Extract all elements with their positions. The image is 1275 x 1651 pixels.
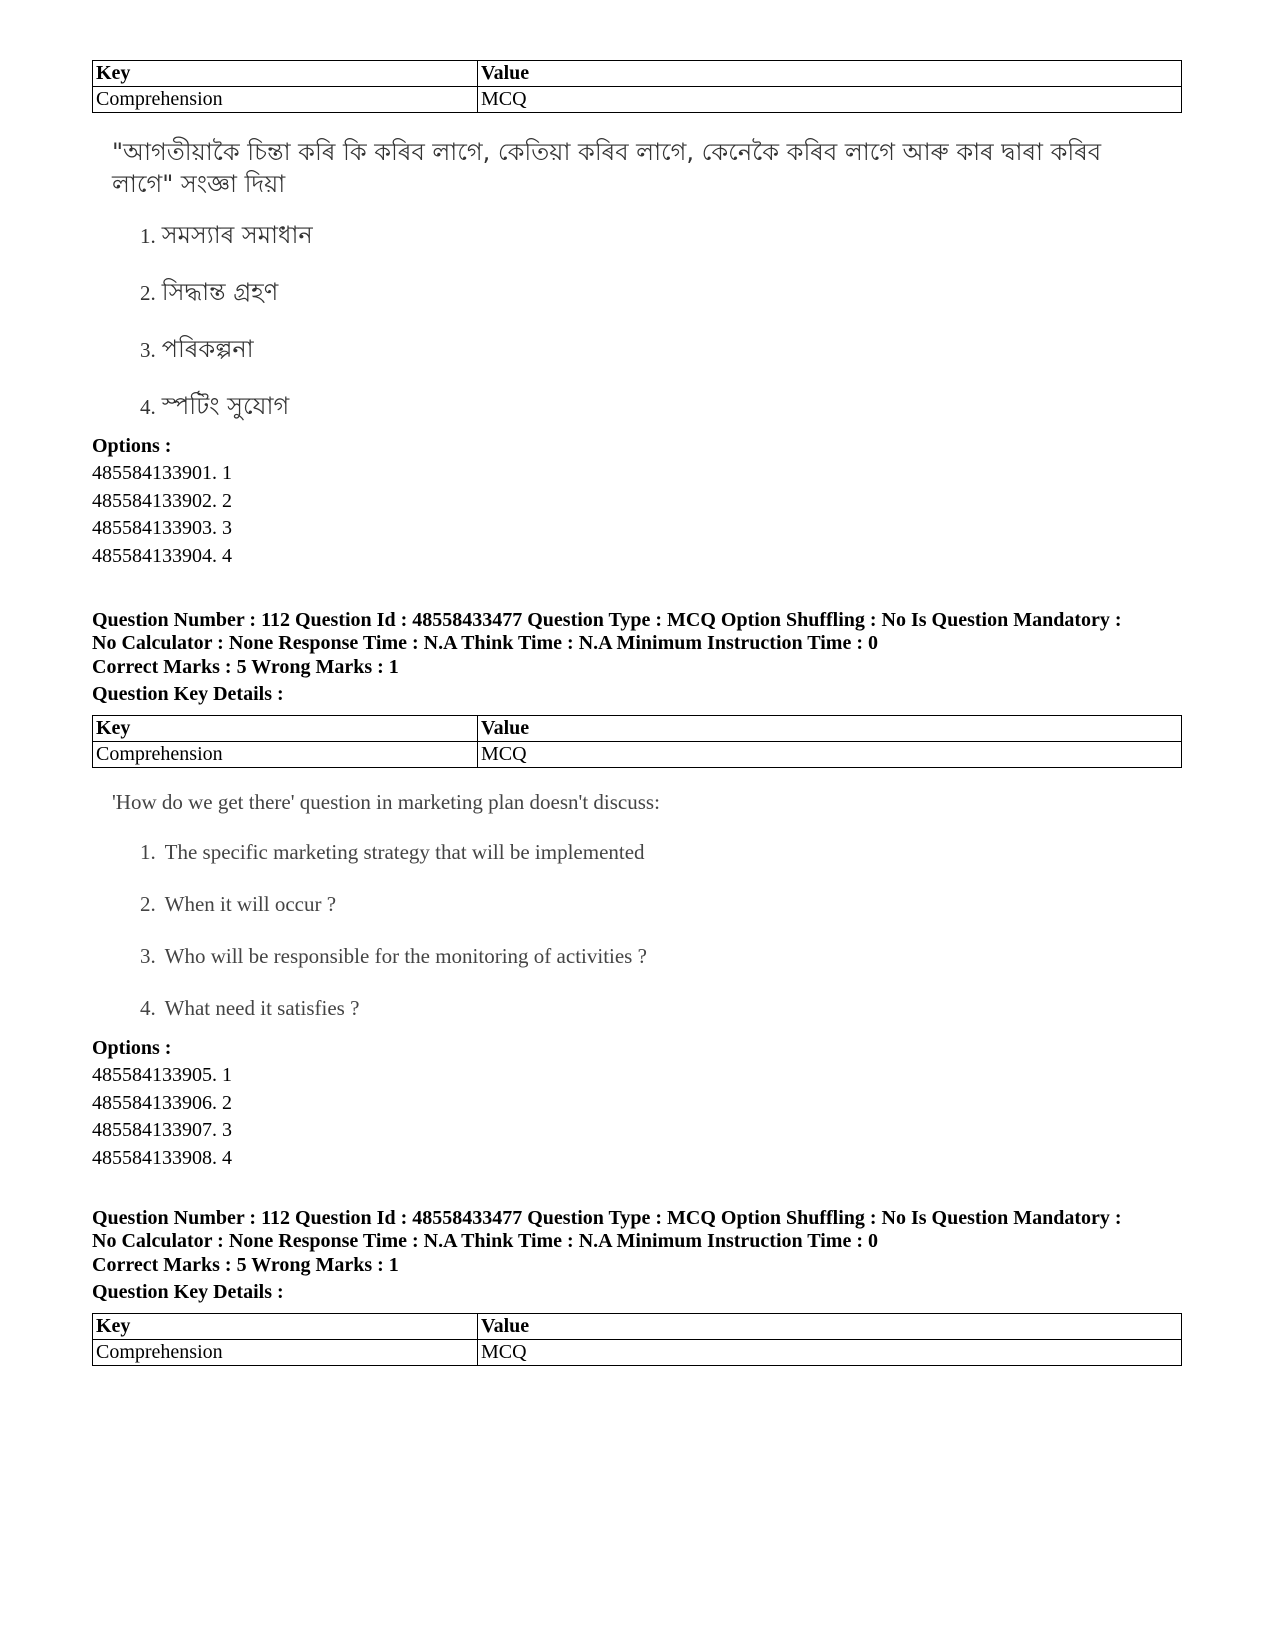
question-choice-list	[112, 220, 1172, 448]
choice-text: What need it satisfies ?	[164, 996, 360, 1020]
table-cell-value: MCQ	[478, 87, 1182, 113]
choice-number: 2.	[140, 281, 156, 305]
table-row	[93, 1340, 1182, 1366]
question-choice	[112, 943, 1172, 995]
options-label: Options :	[92, 1037, 172, 1059]
table-header-key: Key	[93, 716, 478, 742]
question-image	[112, 787, 1172, 1047]
options-label: Options :	[92, 435, 172, 457]
meta-line-1: Question Number : 112 Question Id : 48558433477 Question Type : MCQ Option Shuffling : No Is Question Mandatory :	[92, 609, 1122, 631]
table-cell-value: MCQ	[478, 1340, 1182, 1366]
key-value-table	[92, 60, 1182, 113]
table-header-row	[93, 716, 1182, 742]
question-text: "আগতীয়াকৈ চিন্তা কৰি কি কৰিব লাগে, কেতিয়া কৰিব লাগে, কেনেকৈ কৰিব লাগে আৰু কাৰ দ্বাৰা কৰিব লাগে" সংজ্ঞা দিয়া	[112, 138, 1102, 198]
marks-line: Correct Marks : 5 Wrong Marks : 1	[92, 1254, 399, 1276]
table-cell-key: Comprehension	[93, 87, 478, 113]
meta-line-2: No Calculator : None Response Time : N.A Think Time : N.A Minimum Instruction Time : 0	[92, 1229, 878, 1252]
choice-number: 1.	[140, 840, 156, 864]
choice-text: The specific marketing strategy that will be implemented	[164, 840, 645, 864]
option-item: 485584133905. 1	[92, 1064, 232, 1086]
question-choice	[112, 334, 1172, 391]
option-item: 485584133903. 3	[92, 517, 232, 539]
key-value-table	[92, 1313, 1182, 1366]
choice-number: 1.	[140, 224, 156, 248]
key-value-table	[92, 715, 1182, 768]
option-item: 485584133904. 4	[92, 544, 232, 567]
choice-text: Who will be responsible for the monitoring of activities ?	[164, 944, 647, 968]
choice-text: When it will occur ?	[164, 892, 337, 916]
option-item: 485584133902. 2	[92, 489, 232, 512]
question-choice	[112, 391, 1172, 448]
choice-text: সমস্যাৰ সমাধান	[161, 221, 313, 249]
marks-line: Correct Marks : 5 Wrong Marks : 1	[92, 656, 399, 678]
choice-number: 3.	[140, 944, 156, 968]
table-row	[93, 742, 1182, 768]
question-meta	[92, 1207, 1192, 1306]
option-item: 485584133906. 2	[92, 1091, 232, 1114]
choice-text: পৰিকল্পনা	[161, 335, 254, 363]
table-header-row	[93, 61, 1182, 87]
question-meta	[92, 609, 1192, 708]
question-choice	[112, 891, 1172, 943]
options-block	[92, 433, 232, 570]
key-details-label: Question Key Details :	[92, 683, 284, 705]
table-header-key: Key	[93, 61, 478, 87]
question-image	[112, 136, 1172, 448]
question-choice	[112, 995, 1172, 1047]
table-header-key: Key	[93, 1314, 478, 1340]
key-details-label: Question Key Details :	[92, 1281, 284, 1303]
choice-text: স্পটিং সুযোগ	[161, 392, 290, 420]
choice-number: 4.	[140, 996, 156, 1020]
table-cell-value: MCQ	[478, 742, 1182, 768]
choice-number: 3.	[140, 338, 156, 362]
choice-number: 4.	[140, 395, 156, 419]
table-header-value: Value	[478, 716, 1182, 742]
table-header-value: Value	[478, 61, 1182, 87]
question-text: 'How do we get there' question in marketing plan doesn't discuss:	[112, 790, 660, 814]
options-block	[92, 1035, 232, 1172]
meta-line-1: Question Number : 112 Question Id : 48558433477 Question Type : MCQ Option Shuffling : No Is Question Mandatory :	[92, 1207, 1122, 1229]
question-choice	[112, 277, 1172, 334]
option-item: 485584133907. 3	[92, 1119, 232, 1141]
question-choice	[112, 839, 1172, 891]
option-item: 485584133901. 1	[92, 462, 232, 484]
option-item: 485584133908. 4	[92, 1146, 232, 1169]
table-header-value: Value	[478, 1314, 1182, 1340]
choice-text: সিদ্ধান্ত গ্ৰহণ	[161, 278, 279, 306]
choice-number: 2.	[140, 892, 156, 916]
table-cell-key: Comprehension	[93, 742, 478, 768]
question-choice	[112, 220, 1172, 277]
meta-line-2: No Calculator : None Response Time : N.A Think Time : N.A Minimum Instruction Time : 0	[92, 631, 878, 654]
question-choice-list	[112, 839, 1172, 1047]
table-cell-key: Comprehension	[93, 1340, 478, 1366]
table-row	[93, 87, 1182, 113]
table-header-row	[93, 1314, 1182, 1340]
